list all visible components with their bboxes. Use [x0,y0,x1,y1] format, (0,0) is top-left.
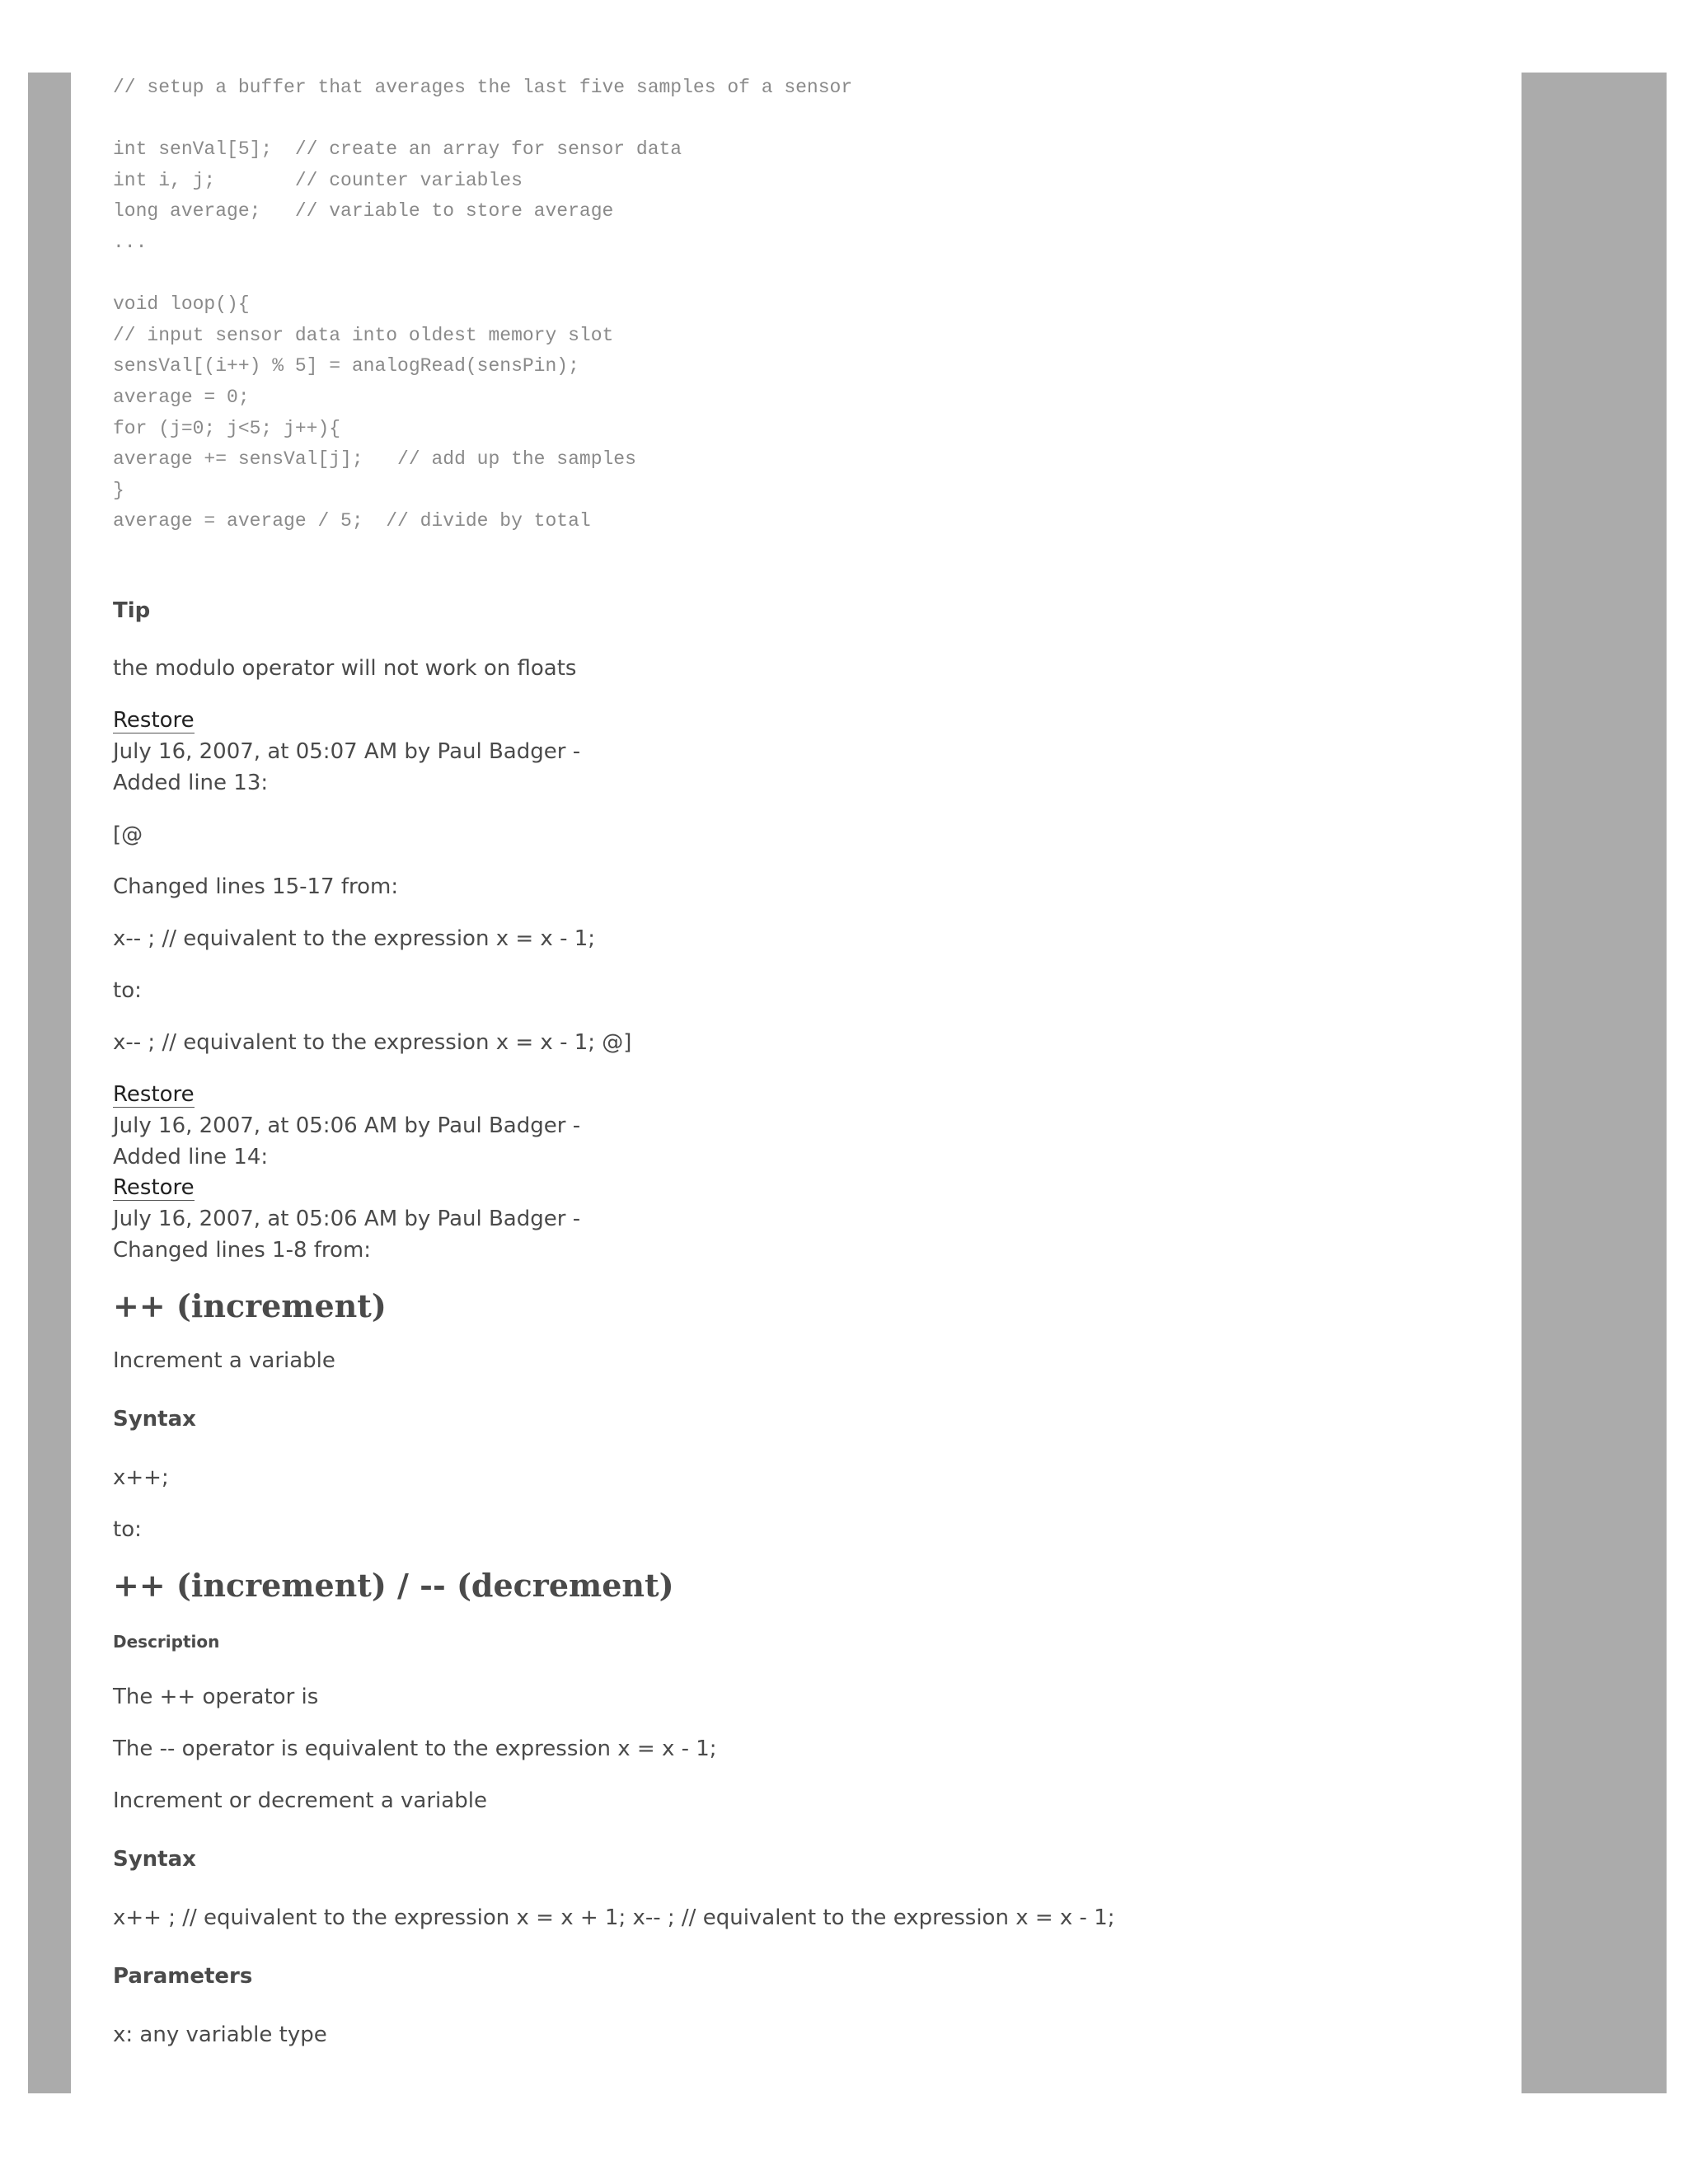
revision-change: Changed lines 1-8 from: [113,1238,372,1263]
syntax-heading: Syntax [113,1407,196,1432]
code-line: // setup a buffer that averages the last five samples of a sensor [113,77,853,98]
left-margin-bar [28,73,71,2093]
revision-meta: July 16, 2007, at 05:06 AM by Paul Badger - [113,1113,581,1138]
code-line: } [113,479,124,501]
revision-meta: July 16, 2007, at 05:07 AM by Paul Badger - [113,739,581,764]
tip-heading: Tip [113,598,151,623]
revision-change: Changed lines 15-17 from: [113,874,399,899]
restore-link[interactable]: Restore [113,708,195,733]
diff-text: x-- ; // equivalent to the expression x = x - 1; @] [113,1030,632,1055]
code-block [113,73,852,537]
revision-meta: July 16, 2007, at 05:06 AM by Paul Badger - [113,1207,581,1231]
diff-text: x-- ; // equivalent to the expression x = x - 1; [113,926,596,951]
old-page-title: ++ (increment) [113,1287,387,1324]
parameters-heading: Parameters [113,1964,253,1989]
description-text: The ++ operator is [113,1685,319,1709]
syntax-heading: Syntax [113,1847,196,1872]
revision-change: Added line 14: [113,1145,269,1169]
code-line: int senVal[5]; // create an array for sensor data [113,138,682,161]
diff-label: to: [113,978,142,1003]
syntax-text: x++ ; // equivalent to the expression x = x + 1; x-- ; // equivalent to the expression x = x - 1; [113,1905,1115,1930]
description-text: Increment or decrement a variable [113,1788,487,1813]
code-line: average += sensVal[j]; // add up the samples [113,448,636,471]
parameters-text: x: any variable type [113,2022,327,2047]
code-line: long average; // variable to store average [113,200,614,223]
right-margin-bar [1522,73,1667,2093]
code-line: // input sensor data into oldest memory slot [113,324,614,346]
code-line: average = average / 5; // divide by total [113,510,591,532]
revision-change: Added line 13: [113,771,269,795]
code-line: for (j=0; j<5; j++){ [113,417,341,439]
page-title: ++ (increment) / -- (decrement) [113,1567,674,1604]
diff-text: [@ [113,823,143,847]
restore-link[interactable]: Restore [113,1082,195,1107]
old-description: Increment a variable [113,1348,335,1373]
code-line: average = 0; [113,386,250,408]
syntax-text: x++; [113,1465,169,1490]
tip-text: the modulo operator will not work on floats [113,656,577,681]
description-text: The -- operator is equivalent to the expression x = x - 1; [113,1736,717,1761]
restore-link[interactable]: Restore [113,1175,195,1200]
diff-label: to: [113,1517,142,1542]
code-line: ... [113,231,148,253]
code-line: void loop(){ [113,293,250,316]
description-heading: Description [113,1632,220,1652]
code-line: sensVal[(i++) % 5] = analogRead(sensPin); [113,355,579,377]
code-line: int i, j; // counter variables [113,169,523,191]
